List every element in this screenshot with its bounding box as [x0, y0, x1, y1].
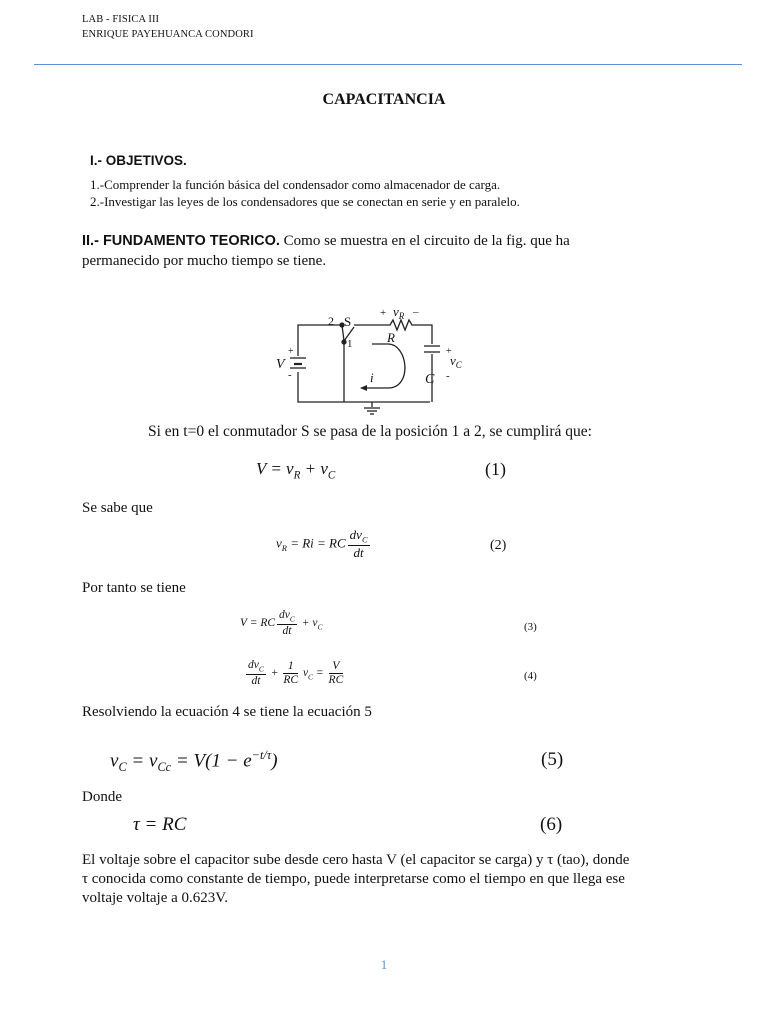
switch-statement: Si en t=0 el conmutador S se pasa de la posición 1 a 2, se cumplirá que: — [148, 423, 592, 440]
text-solving: Resolviendo la ecuación 4 se tiene la ecuación 5 — [82, 704, 372, 720]
equation-2: $v_R = Ri$ = RC $\frac{dv_C}{dt}$ — [276, 527, 368, 561]
vc-plus: + — [446, 346, 452, 357]
objectives-heading: I.- OBJETIVOS. — [90, 153, 187, 168]
header-divider — [34, 64, 742, 65]
vr-minus: – — [413, 306, 419, 318]
vr-plus: + — [380, 307, 387, 319]
source-minus: - — [288, 369, 292, 381]
vc-label: $v_C$ — [450, 353, 462, 370]
source-label: V — [276, 357, 285, 372]
objective-item-1: 1.-Comprender la función básica del condensador como almacenador de carga. — [90, 177, 501, 192]
equation-5: $v_C = v_{Cc} = V(1 - e^{-t/\tau})$ — [110, 748, 278, 775]
equation-3-number: (3) — [524, 621, 537, 633]
equation-2-number: (2) — [490, 538, 507, 553]
equation-3: V = RC $\frac{dv_C}{dt}$ + $v_C$ — [240, 609, 323, 637]
equation-1: $V = v_R + v_C$ — [256, 459, 336, 482]
capacitor-label: C — [425, 372, 435, 387]
vr-label: $v_R$ — [393, 304, 405, 321]
switch-label: S — [344, 314, 352, 329]
equation-5-number: (5) — [541, 749, 564, 770]
page-number: 1 — [380, 957, 388, 972]
header-course: LAB - FISICA III — [82, 14, 160, 25]
text-known: Se sabe que — [82, 500, 153, 516]
switch-pos2-label: 2 — [328, 314, 334, 328]
text-where: Donde — [82, 789, 122, 805]
resistor-label: R — [387, 330, 395, 345]
closing-line-3: voltaje voltaje a 0.623V. — [82, 890, 228, 906]
equation-4: $\frac{dv_C}{dt}$ + $\frac{1}{RC}$ $v_C$ = $\frac{V}{RC}$ — [248, 659, 344, 687]
equation-6-number: (6) — [540, 814, 563, 835]
current-arrow-icon — [360, 385, 367, 391]
equation-1-number: (1) — [485, 459, 506, 479]
rc-circuit-diagram — [260, 298, 480, 418]
closing-line-1: El voltaje sobre el capacitor sube desde cero hasta V (el capacitor se carga) y τ (tao), donde — [82, 852, 630, 868]
theory-heading: II.- FUNDAMENTO TEORICO. — [82, 233, 280, 249]
theory-intro-a: Como se muestra en el circuito de la fig. que ha — [279, 233, 570, 249]
switch-pos1-label: 1 — [347, 338, 353, 350]
header-author: ENRIQUE PAYEHUANCA CONDORI — [82, 29, 254, 40]
page-title: CAPACITANCIA — [322, 91, 446, 108]
current-label: i — [370, 370, 374, 385]
theory-intro-b: permanecido por mucho tiempo se tiene. — [82, 253, 327, 269]
objective-item-2: 2.-Investigar las leyes de los condensadores que se conectan en serie y en paralelo. — [90, 194, 520, 209]
text-therefore: Por tanto se tiene — [82, 580, 186, 596]
closing-line-2: τ conocida como constante de tiempo, puede interpretarse como el tiempo en que llega ese — [82, 871, 625, 887]
source-plus: + — [288, 346, 294, 357]
vc-minus: - — [446, 370, 450, 382]
equation-6: τ = RC — [133, 814, 187, 835]
theory-paragraph — [82, 231, 570, 251]
equation-4-number: (4) — [524, 670, 537, 682]
